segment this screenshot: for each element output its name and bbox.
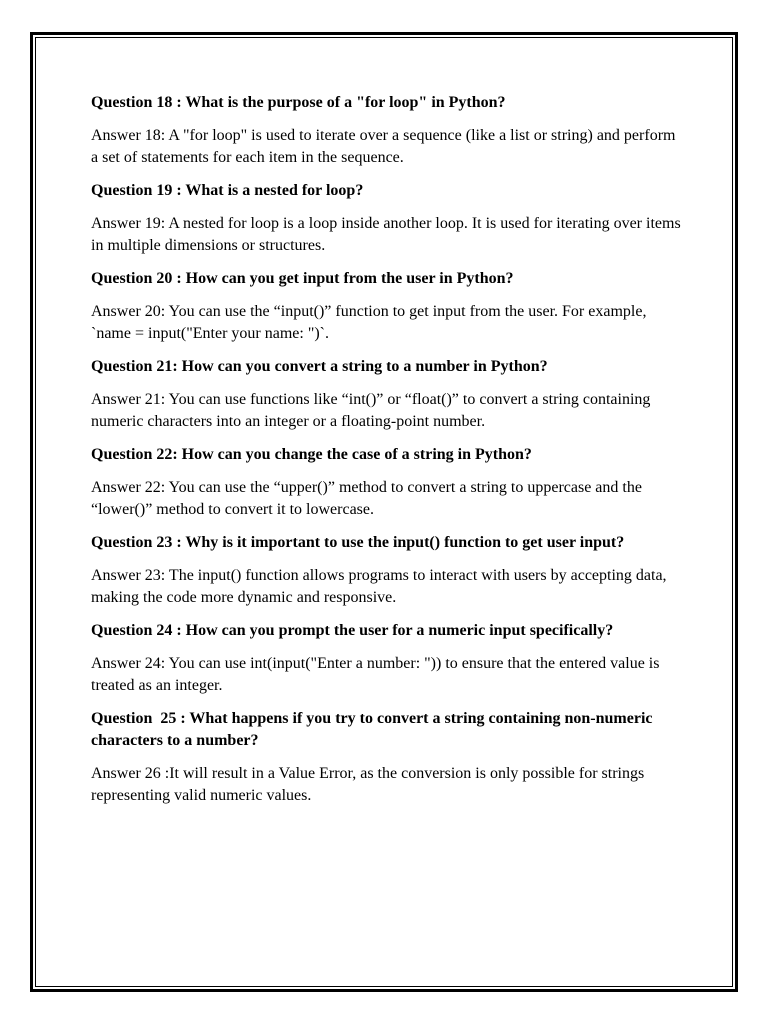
qa-item-19 bbox=[91, 180, 685, 257]
qa-content bbox=[91, 92, 685, 818]
question-24: Question 24 : How can you prompt the user for a numeric input specifically? bbox=[91, 622, 614, 639]
answer-20: Answer 20: You can use the “input()” function to get input from the user. For example, `name = input("Enter your name: ")`. bbox=[91, 303, 651, 342]
question-20: Question 20 : How can you get input from the user in Python? bbox=[91, 270, 514, 287]
qa-item-22 bbox=[91, 444, 681, 521]
question-22: Question 22: How can you change the case of a string in Python? bbox=[91, 446, 532, 463]
qa-item-25 bbox=[91, 708, 681, 807]
answer-24: Answer 24: You can use int(input("Enter a number: ")) to ensure that the entered value is treated as an integer. bbox=[91, 655, 664, 694]
question-19: Question 19 : What is a nested for loop? bbox=[91, 182, 364, 199]
qa-item-24 bbox=[91, 620, 681, 697]
qa-item-18 bbox=[91, 92, 681, 169]
answer-22: Answer 22: You can use the “upper()” method to convert a string to uppercase and the “lower()” method to convert it to lowercase. bbox=[91, 479, 646, 518]
qa-item-23 bbox=[91, 532, 681, 609]
qa-item-20 bbox=[91, 268, 681, 345]
answer-19: Answer 19: A nested for loop is a loop inside another loop. It is used for iterating over items in multiple dimensions or structures. bbox=[91, 215, 685, 254]
answer-18: Answer 18: A "for loop" is used to iterate over a sequence (like a list or string) and perform a set of statements for each item in the sequence. bbox=[91, 127, 680, 166]
question-18: Question 18 : What is the purpose of a "for loop" in Python? bbox=[91, 94, 506, 111]
answer-26: Answer 26 :It will result in a Value Error, as the conversion is only possible for strings representing valid numeric values. bbox=[91, 765, 649, 804]
qa-item-21 bbox=[91, 356, 681, 433]
question-21: Question 21: How can you convert a string to a number in Python? bbox=[91, 358, 548, 375]
question-25: Question 25 : What happens if you try to convert a string containing non-numeric characters to a number? bbox=[91, 710, 657, 749]
answer-21: Answer 21: You can use functions like “int()” or “float()” to convert a string containing numeric characters into an integer or a floating-point number. bbox=[91, 391, 655, 430]
answer-23: Answer 23: The input() function allows programs to interact with users by accepting data, making the code more dynamic and responsive. bbox=[91, 567, 671, 606]
question-23: Question 23 : Why is it important to use the input() function to get user input? bbox=[91, 534, 625, 551]
